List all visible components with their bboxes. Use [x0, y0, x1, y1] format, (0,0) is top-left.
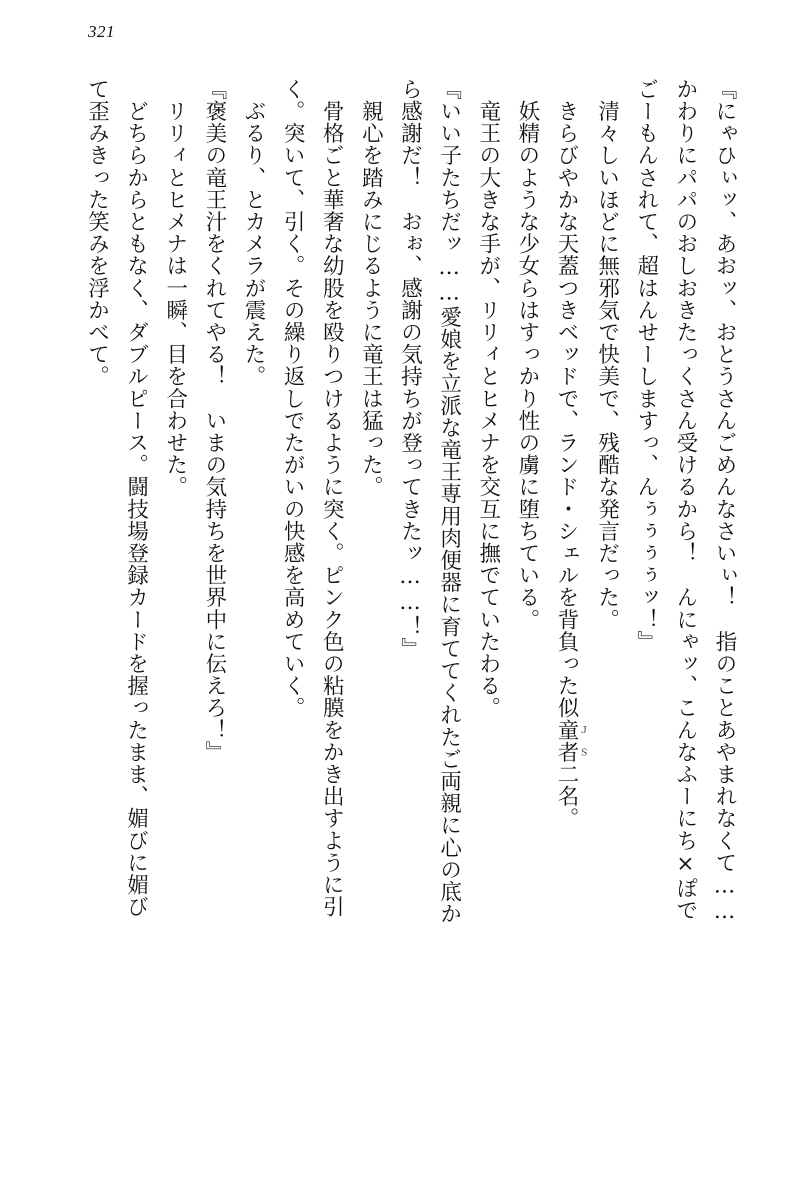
text-line: 『にゃひぃッ、あおッ、おとうさんごめんなさいぃ！ 指のことあやまれなくて…… — [712, 78, 737, 925]
text-line: ぶるり、とカメラが震えた。 — [241, 78, 266, 388]
text-line: 竜王の大きな手が、リリィとヒメナを交互に撫でていたわる。 — [475, 78, 501, 719]
vertical-text-paragraph — [77, 78, 744, 1138]
text-line: リリィとヒメナは一瞬、目を合わせた。 — [162, 78, 188, 498]
text-line-with-ruby — [547, 78, 588, 1138]
ruby-reading: ＪＳ — [577, 718, 588, 764]
text-line: 妖精のような少女らはすっかり性の虜に堕ちている。 — [514, 78, 540, 631]
text-line: 骨格ごと華奢な幼股を殴りつけるように突く。ピンク色の粘膜をかき出すように引 — [319, 78, 345, 918]
text-line: どちらからともなく、ダブルピース。闘技場登録カードを握ったまま、媚びに媚び — [123, 78, 149, 918]
text-line-part: きらびやかな天蓋つきベッドで、ランド・シェルを背負った似 — [554, 78, 579, 719]
text-line: て歪みきった笑みを浮かべて。 — [84, 78, 110, 388]
text-line: かわりにパパのおしおきたっくさん受けるから！ んにゃッ、こんなふーにち×ぽで — [672, 78, 698, 922]
text-line: 『褒美の竜王汁をくれてやる！ いまの気持ちを世界中に伝えろ！』 — [201, 78, 227, 764]
text-line: ごーもんされて、超はんせーしますっ、んぅぅぅぅッ！』 — [633, 78, 659, 653]
text-line: く。突いて、引く。その繰り返しでたがいの快感を高めていく。 — [280, 78, 306, 719]
text-line: 『いい子たちだッ……愛娘を立派な竜王専用肉便器に育ててくれたご両親に心の底か — [436, 78, 462, 925]
text-line: ら感謝だ！ おぉ、感謝の気持ちが登ってきたッ……！』 — [397, 78, 423, 660]
text-line-part: 二名。 — [554, 763, 579, 830]
text-line: 清々しいほどに無邪気で快美で、残酷な発言だった。 — [594, 78, 620, 631]
page-number: 321 — [88, 22, 115, 41]
text-line: 親心を踏みにじるように竜王は猛った。 — [358, 78, 384, 498]
page-body-text — [54, 78, 744, 1138]
ruby-annotation: 童者ＪＳ — [554, 718, 588, 764]
